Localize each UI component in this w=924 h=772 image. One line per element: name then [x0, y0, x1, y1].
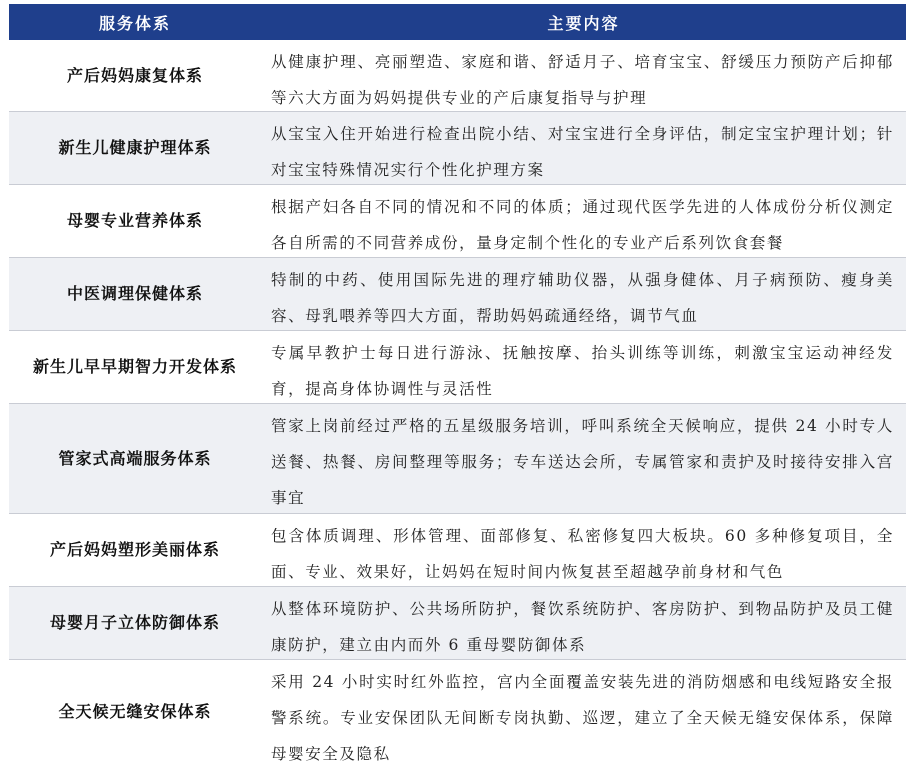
table-row	[9, 258, 906, 331]
service-content: 特制的中药、使用国际先进的理疗辅助仪器，从强身健体、月子病预防、瘦身美容、母乳喂养等四大方面，帮助妈妈疏通经络，调节气血	[271, 271, 894, 325]
table-row	[9, 587, 906, 660]
service-content: 采用 24 小时实时红外监控，宫内全面覆盖安装先进的消防烟感和电线短路安全报警系统。专业安保团队无间断专岗执勤、巡逻，建立了全天候无缝安保体系，保障母婴安全及隐私	[271, 673, 894, 763]
table-row	[9, 331, 906, 404]
table-header	[9, 4, 906, 40]
service-content: 从整体环境防护、公共场所防护，餐饮系统防护、客房防护、到物品防护及员工健康防护，建立由内而外 6 重母婴防御体系	[271, 600, 894, 654]
header-main-content: 主要内容	[547, 13, 620, 33]
service-content: 从健康护理、亮丽塑造、家庭和谐、舒适月子、培育宝宝、舒缓压力预防产后抑郁等六大方面为妈妈提供专业的产后康复指导与护理	[271, 53, 894, 107]
service-content: 从宝宝入住开始进行检查出院小结、对宝宝进行全身评估，制定宝宝护理计划；针对宝宝特殊情况实行个性化护理方案	[271, 125, 894, 179]
service-name: 母婴月子立体防御体系	[49, 613, 220, 632]
header-service-system: 服务体系	[98, 13, 171, 33]
table-row	[9, 514, 906, 587]
service-content: 根据产妇各自不同的情况和不同的体质；通过现代医学先进的人体成份分析仪测定各自所需的不同营养成份，量身定制个性化的专业产后系列饮食套餐	[271, 198, 894, 252]
service-content: 包含体质调理、形体管理、面部修复、私密修复四大板块。60 多种修复项目，全面、专业、效果好，让妈妈在短时间内恢复甚至超越孕前身材和气色	[271, 527, 894, 581]
table-row	[9, 112, 906, 185]
service-name: 产后妈妈康复体系	[66, 65, 203, 85]
service-name: 全天候无缝安保体系	[58, 702, 212, 721]
table-row	[9, 660, 906, 764]
services-table	[9, 4, 906, 764]
service-name: 管家式高端服务体系	[58, 448, 212, 468]
table-row	[9, 40, 906, 112]
service-content: 管家上岗前经过严格的五星级服务培训，呼叫系统全天候响应，提供 24 小时专人送餐、热餐、房间整理等服务；专车送达会所，专属管家和责护及时接待安排入宫事宜	[271, 417, 894, 507]
table-row	[9, 185, 906, 258]
service-name: 中医调理保健体系	[66, 284, 203, 303]
service-content: 专属早教护士每日进行游泳、抚触按摩、抬头训练等训练，刺激宝宝运动神经发育，提高身体协调性与灵活性	[271, 344, 894, 398]
service-name: 母婴专业营养体系	[66, 211, 203, 230]
service-name: 新生儿早早期智力开发体系	[32, 357, 237, 376]
service-name: 产后妈妈塑形美丽体系	[49, 540, 220, 559]
service-name: 新生儿健康护理体系	[58, 138, 212, 157]
table-row	[9, 404, 906, 514]
